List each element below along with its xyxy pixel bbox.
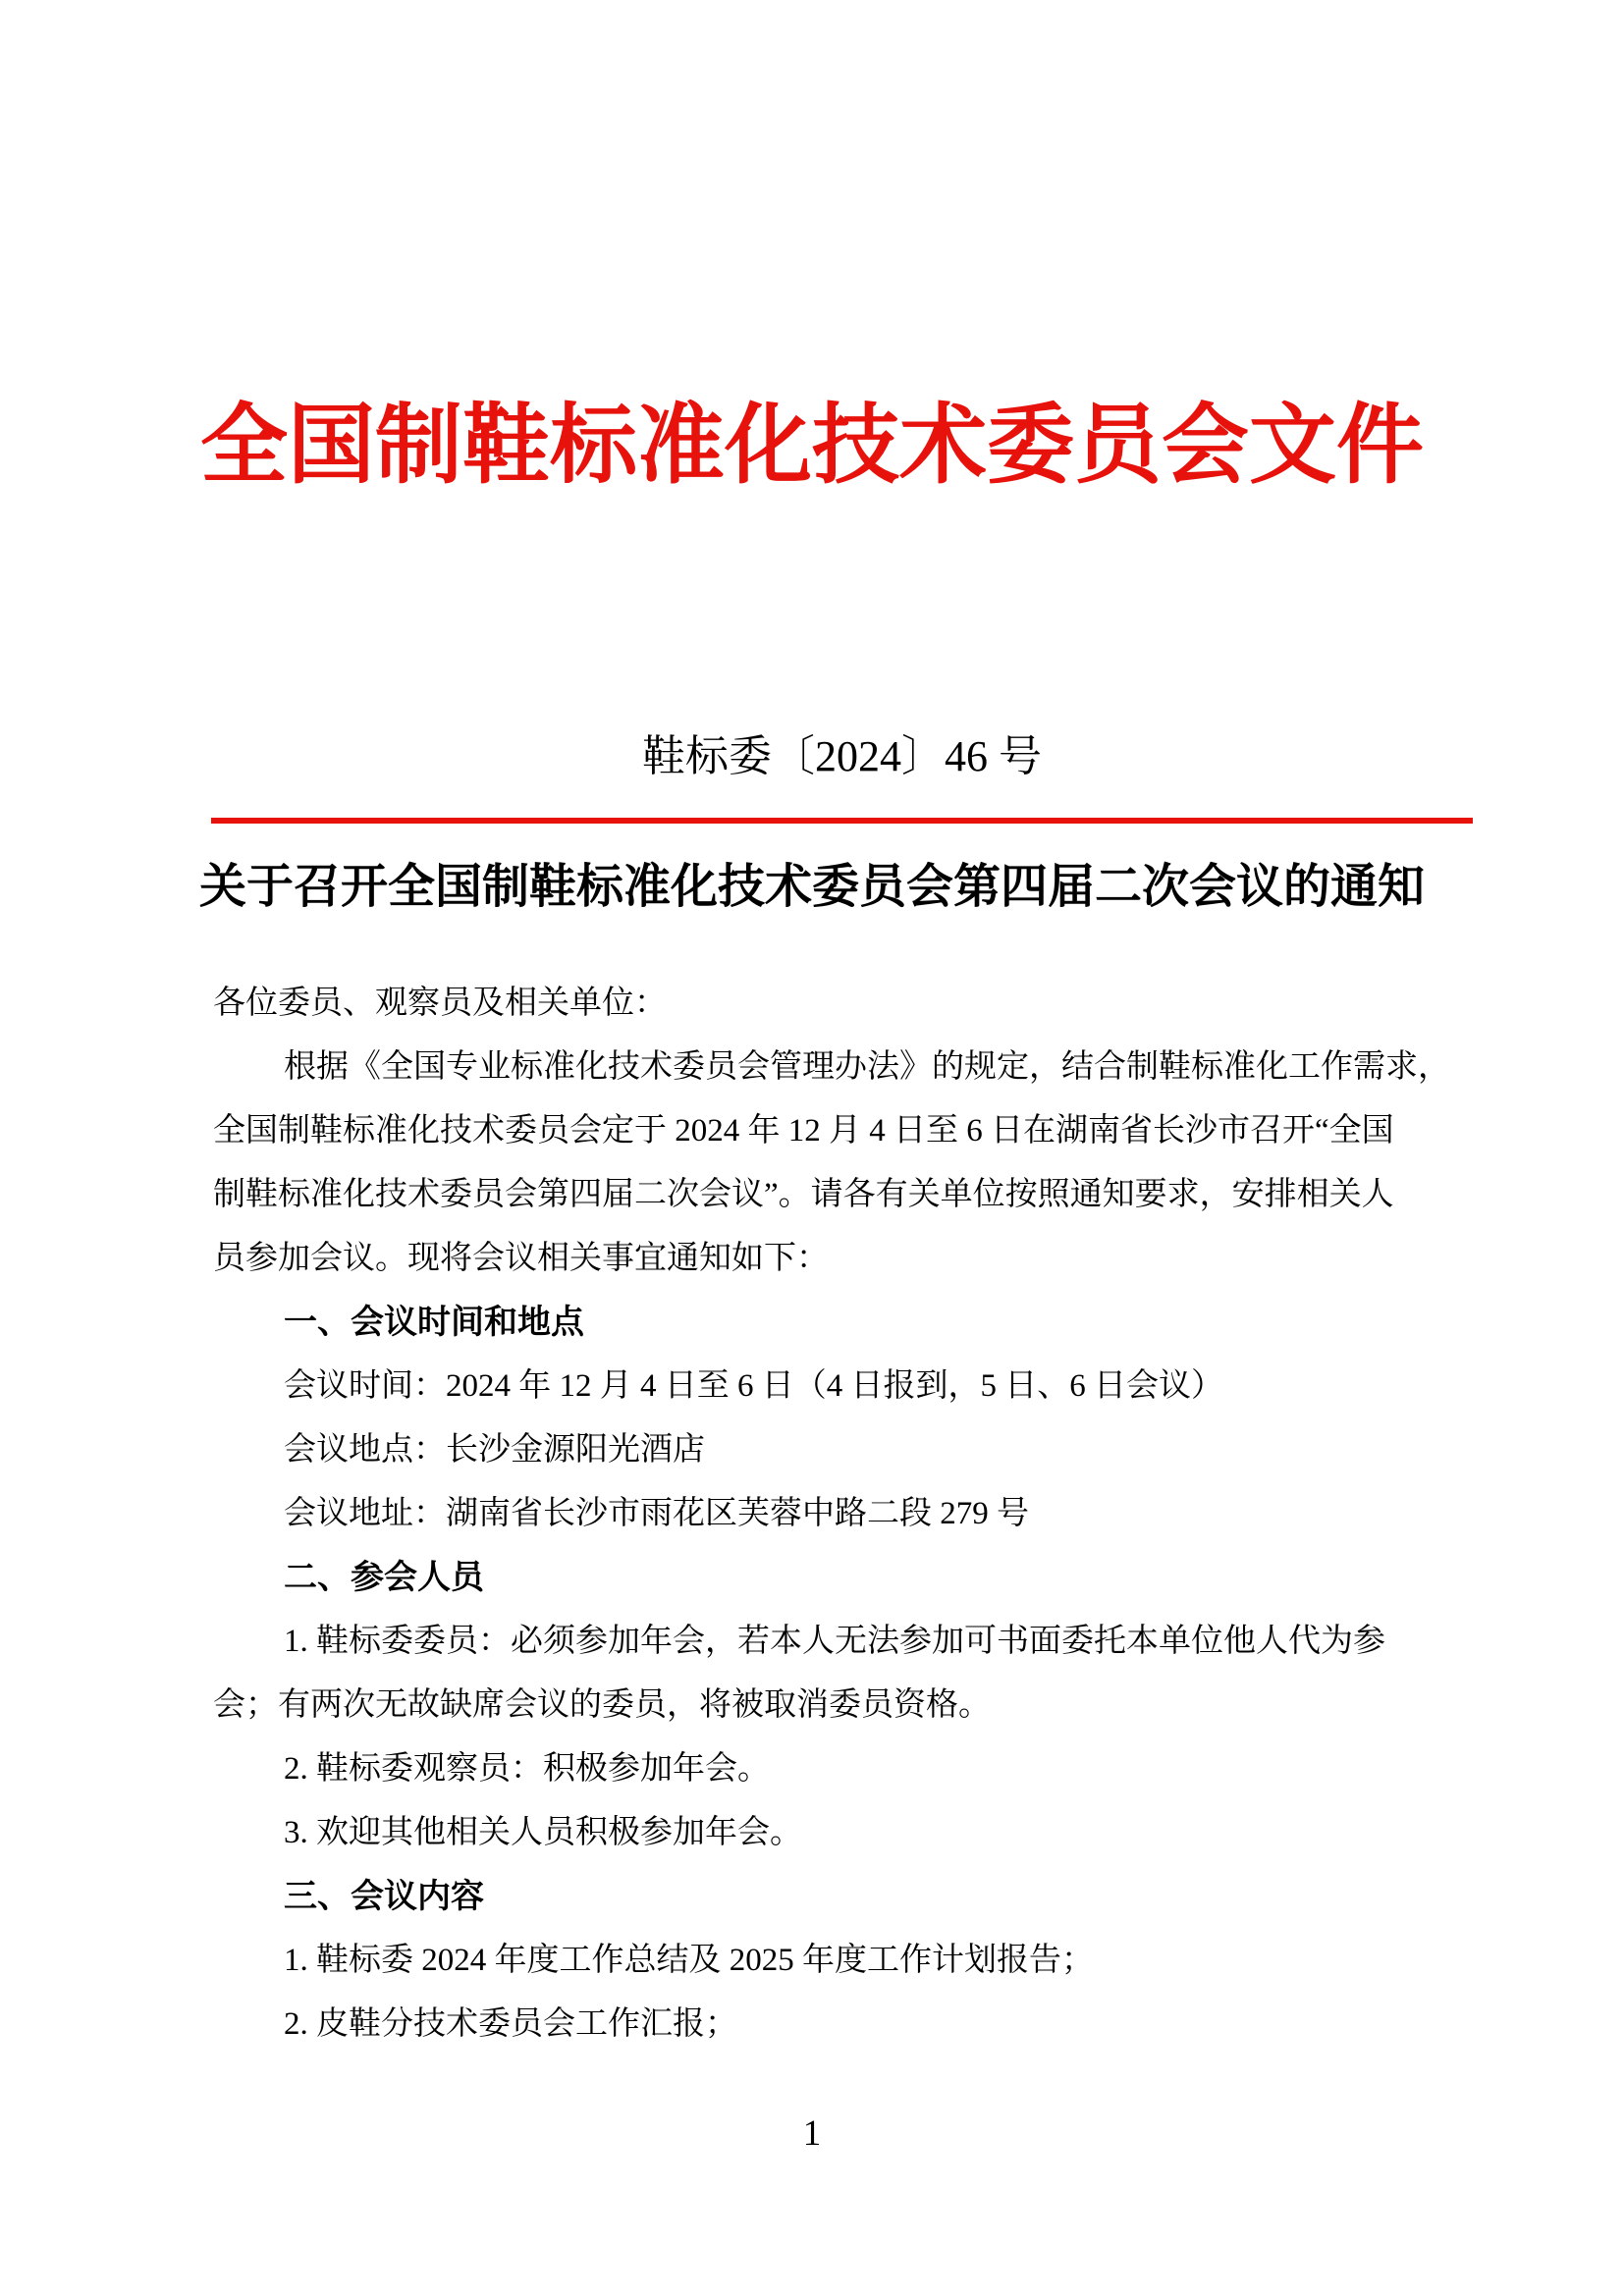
- body-line: 员参加会议。现将会议相关事宜通知如下：: [213, 1241, 829, 1276]
- section-heading-3: 三、会议内容: [284, 1878, 484, 1915]
- body-line: 全国制鞋标准化技术委员会定于 2024 年 12 月 4 日至 6 日在湖南省长沙市召开“全国: [213, 1113, 1394, 1148]
- notice-title: 关于召开全国制鞋标准化技术委员会第四届二次会议的通知: [198, 861, 1425, 913]
- body-line-meeting-address: 会议地址：湖南省长沙市雨花区芙蓉中路二段 279 号: [284, 1496, 1029, 1531]
- body-line-salutation: 各位委员、观察员及相关单位：: [213, 986, 667, 1021]
- section-heading-2: 二、参会人员: [284, 1559, 484, 1596]
- body-line-meeting-time: 会议时间：2024 年 12 月 4 日至 6 日（4 日报到，5 日、6 日会议）: [284, 1368, 1223, 1404]
- section-heading-1: 一、会议时间和地点: [284, 1304, 584, 1341]
- body-line: 根据《全国专业标准化技术委员会管理办法》的规定，结合制鞋标准化工作需求，: [284, 1049, 1450, 1085]
- header-divider-line: [211, 818, 1473, 824]
- body-line: 1. 鞋标委委员：必须参加年会，若本人无法参加可书面委托本单位他人代为参: [284, 1624, 1385, 1659]
- body-line: 3. 欢迎其他相关人员积极参加年会。: [284, 1815, 802, 1850]
- document-header-title: 全国制鞋标准化技术委员会文件: [200, 399, 1424, 495]
- document-body: [213, 972, 1473, 2056]
- document-number: 鞋标委〔2024〕46 号: [642, 732, 1042, 780]
- body-line: 会；有两次无故缺席会议的委员，将被取消委员资格。: [213, 1687, 991, 1723]
- body-line: 2. 鞋标委观察员：积极参加年会。: [284, 1751, 770, 1787]
- body-line-meeting-venue: 会议地点：长沙金源阳光酒店: [284, 1432, 705, 1468]
- body-line: 制鞋标准化技术委员会第四届二次会议”。请各有关单位按照通知要求，安排相关人: [213, 1177, 1394, 1212]
- page-number: 1: [802, 2113, 822, 2154]
- body-line: 2. 皮鞋分技术委员会工作汇报；: [284, 2006, 737, 2042]
- body-line: 1. 鞋标委 2024 年度工作总结及 2025 年度工作计划报告；: [284, 1943, 1094, 1978]
